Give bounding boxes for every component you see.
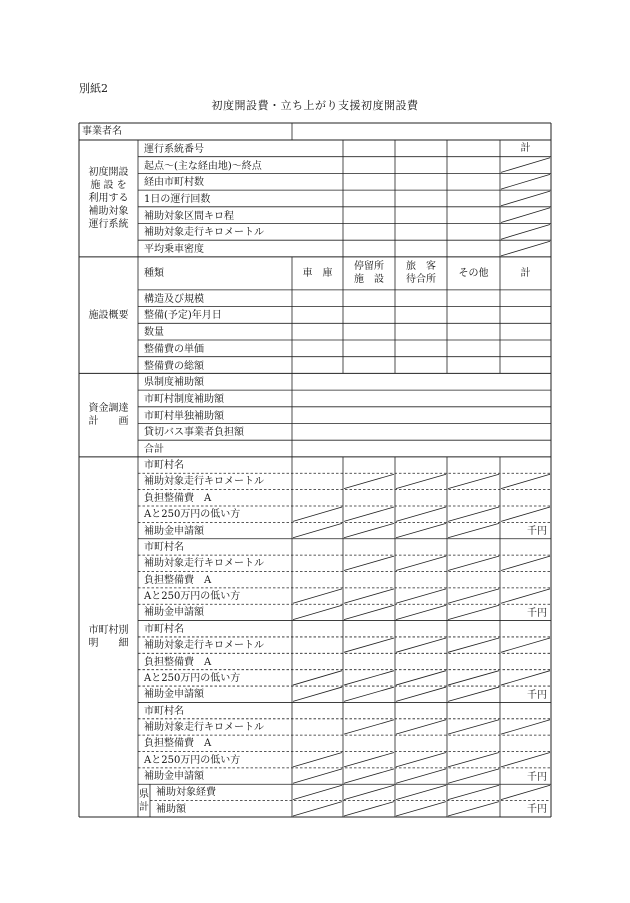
route-row-label: 1日の運行回数: [144, 193, 211, 205]
diagonal-slash: [501, 671, 550, 685]
diagonal-slash: [293, 785, 342, 799]
diagonal-slash: [293, 687, 342, 701]
diagonal-slash: [501, 208, 550, 223]
diagonal-slash: [501, 474, 550, 488]
municipal-section-label: 市町村別 明 細: [88, 624, 129, 649]
municipal-row-label: 市町村名: [144, 623, 184, 635]
municipal-row-label: 負担整備費 A: [144, 738, 212, 750]
diagonal-slash: [293, 605, 342, 619]
diagonal-slash: [396, 785, 446, 799]
diagonal-slash: [501, 191, 550, 206]
diagonal-slash: [448, 589, 499, 603]
facility-row-label: 整備費の単価: [144, 343, 204, 355]
facility-row-label: 数量: [144, 327, 164, 339]
municipal-row-label: 補助対象走行キロメートル: [144, 640, 264, 652]
diagonal-slash: [344, 474, 394, 488]
unit-label: 千円: [527, 526, 547, 538]
facility-row-label: 整備費の総額: [144, 360, 204, 372]
facility-type-label: 種類: [144, 267, 164, 279]
route-row-label: 平均乗車密度: [144, 244, 204, 256]
municipal-row-label: 負担整備費 A: [144, 574, 212, 586]
diagonal-slash: [396, 753, 446, 767]
route-row-label: 補助対象区間キロ程: [144, 210, 234, 222]
municipal-row-label: Aと250万円の低い方: [144, 509, 241, 521]
diagonal-slash: [501, 158, 550, 173]
diagonal-slash: [501, 507, 550, 521]
route-section-label: 初度開設 施 設 を 利用する 補助対象 運行系統: [88, 166, 129, 230]
diagonal-slash: [344, 523, 394, 537]
subsidy-form-table: [79, 123, 551, 817]
diagonal-slash: [396, 556, 446, 570]
funding-row-label: 市町村単独補助額: [144, 410, 224, 422]
diagonal-slash: [448, 556, 499, 570]
operator-name-label: 事業者名: [82, 126, 122, 137]
diagonal-slash: [396, 802, 446, 816]
diagonal-slash: [344, 802, 394, 816]
municipal-row-label: 補助金申請額: [144, 607, 204, 619]
diagonal-slash: [344, 769, 394, 783]
diagonal-slash: [501, 753, 550, 767]
diagonal-slash: [293, 769, 342, 783]
prefecture-row-label: 補助対象経費: [156, 787, 216, 799]
diagonal-slash: [448, 507, 499, 521]
diagonal-slash: [501, 556, 550, 570]
diagonal-slash: [293, 671, 342, 685]
route-row-label: 起点～(主な経由地)～終点: [144, 160, 262, 172]
municipal-row-label: 補助対象走行キロメートル: [144, 558, 264, 570]
diagonal-slash: [344, 753, 394, 767]
diagonal-slash: [501, 720, 550, 734]
diagonal-slash: [448, 720, 499, 734]
facility-column-header: 車 庫: [302, 267, 333, 279]
municipal-row-label: 補助金申請額: [144, 771, 204, 783]
diagonal-slash: [396, 769, 446, 783]
diagonal-slash: [448, 638, 499, 652]
municipal-row-label: Aと250万円の低い方: [144, 754, 241, 766]
facility-row-label: 構造及び規模: [144, 293, 204, 305]
diagonal-slash: [344, 671, 394, 685]
diagonal-slash: [448, 785, 499, 799]
diagonal-slash: [448, 687, 499, 701]
diagonal-slash: [344, 785, 394, 799]
diagonal-slash: [344, 687, 394, 701]
diagonal-slash: [501, 638, 550, 652]
municipal-row-label: Aと250万円の低い方: [144, 591, 241, 603]
facility-section-label: 施設概要: [88, 309, 129, 321]
diagonal-slash: [448, 769, 499, 783]
diagonal-slash: [501, 225, 550, 240]
prefecture-total-label: 県 計: [139, 788, 149, 813]
diagonal-slash: [293, 589, 342, 603]
diagonal-slash: [396, 474, 446, 488]
municipal-row-label: 市町村名: [144, 705, 184, 717]
municipal-row-label: 市町村名: [144, 541, 184, 553]
unit-label: 千円: [527, 804, 547, 816]
municipal-row-label: 補助対象走行キロメートル: [144, 721, 264, 733]
diagonal-slash: [396, 523, 446, 537]
diagonal-slash: [501, 174, 550, 189]
funding-row-label: 県制度補助額: [144, 377, 204, 389]
diagonal-slash: [293, 507, 342, 521]
unit-label: 千円: [527, 607, 547, 619]
diagonal-slash: [293, 523, 342, 537]
diagonal-slash: [344, 720, 394, 734]
diagonal-slash: [293, 802, 342, 816]
diagonal-slash: [344, 605, 394, 619]
diagonal-slash: [344, 589, 394, 603]
diagonal-slash: [293, 753, 342, 767]
diagonal-slash: [448, 605, 499, 619]
funding-row-label: 貸切バス事業者負担額: [144, 427, 244, 439]
diagonal-slash: [396, 687, 446, 701]
attachment-label: 別紙2: [79, 82, 108, 95]
route-row-label: 経由市町村数: [144, 177, 204, 189]
municipal-row-label: 補助金申請額: [144, 689, 204, 701]
diagonal-slash: [344, 556, 394, 570]
diagonal-slash: [344, 638, 394, 652]
diagonal-slash: [396, 671, 446, 685]
prefecture-row-label: 補助額: [156, 803, 186, 815]
diagonal-slash: [448, 523, 499, 537]
unit-label: 千円: [527, 689, 547, 701]
municipal-row-label: 補助対象走行キロメートル: [144, 476, 264, 488]
diagonal-slash: [344, 507, 394, 521]
diagonal-slash: [448, 802, 499, 816]
page-title: 初度開設費・立ち上がり支援初度開設費: [211, 99, 419, 112]
municipal-row-label: Aと250万円の低い方: [144, 672, 241, 684]
diagonal-slash: [501, 785, 550, 799]
funding-row-label: 合計: [144, 444, 164, 456]
facility-column-header: 旅 客 待合所: [406, 261, 436, 286]
facility-column-header: 計: [520, 267, 531, 279]
diagonal-slash: [501, 241, 550, 256]
facility-column-header: 停留所 施 設: [354, 261, 384, 286]
diagonal-slash: [501, 589, 550, 603]
funding-section-label: 資金調達 計 画: [88, 403, 129, 428]
diagonal-slash: [448, 671, 499, 685]
facility-column-header: その他: [458, 267, 489, 279]
diagonal-slash: [396, 605, 446, 619]
diagonal-slash: [396, 589, 446, 603]
diagonal-slash: [448, 753, 499, 767]
municipal-row-label: 負担整備費 A: [144, 492, 212, 504]
diagonal-slash: [448, 474, 499, 488]
route-total-label: 計: [520, 142, 531, 154]
diagonal-slash: [396, 720, 446, 734]
municipal-row-label: 負担整備費 A: [144, 656, 212, 668]
route-row-label: 運行系統番号: [144, 143, 204, 155]
route-row-label: 補助対象走行キロメートル: [144, 227, 264, 239]
unit-label: 千円: [527, 771, 547, 783]
funding-row-label: 市町村制度補助額: [144, 393, 224, 405]
diagonal-slash: [396, 638, 446, 652]
facility-row-label: 整備(予定)年月日: [144, 310, 222, 322]
diagonal-slash: [396, 507, 446, 521]
municipal-row-label: 補助金申請額: [144, 525, 204, 537]
municipal-row-label: 市町村名: [144, 460, 184, 472]
